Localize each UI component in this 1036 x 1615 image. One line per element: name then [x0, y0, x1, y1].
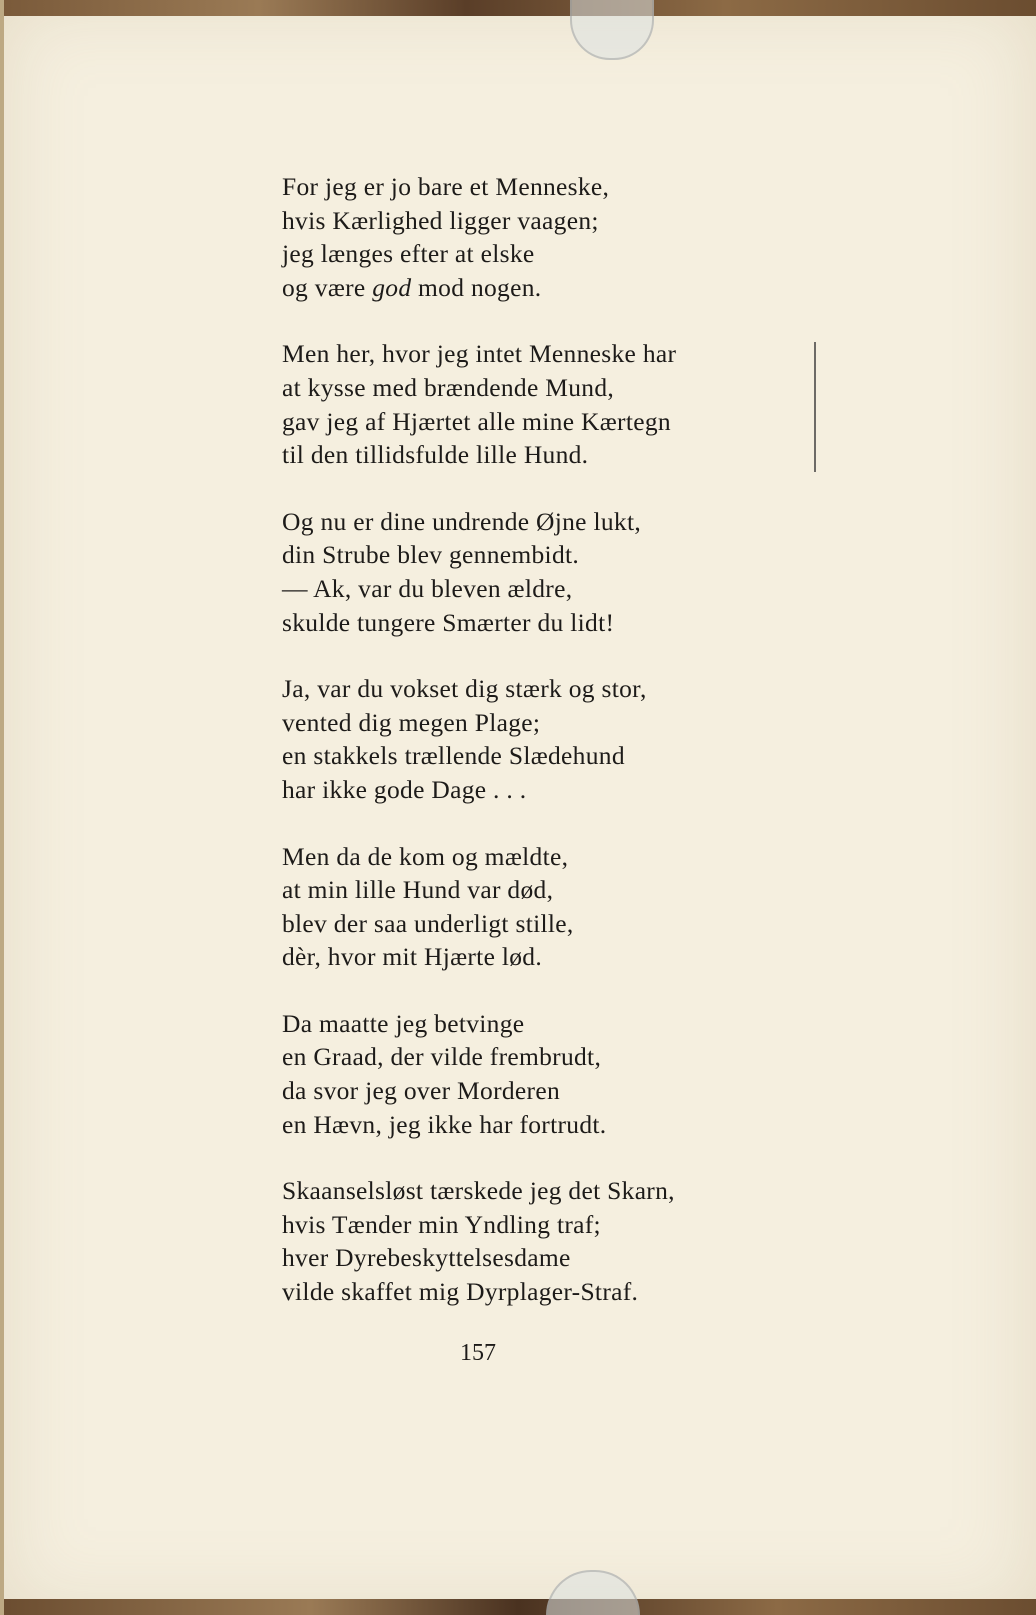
poem-line: hver Dyrebeskyttelsesdame	[282, 1243, 571, 1273]
poem-line: da svor jeg over Morderen	[282, 1076, 560, 1106]
poem-line: til den tillidsfulde lille Hund.	[282, 440, 589, 470]
poem-line: Skaanselsløst tærskede jeg det Skarn,	[282, 1176, 675, 1206]
poem-line: Men her, hvor jeg intet Menneske har	[282, 339, 677, 369]
poem-line: jeg længes efter at elske	[282, 239, 535, 269]
page-bottom-edge	[0, 1599, 1036, 1615]
poem-line: har ikke gode Dage . . .	[282, 774, 527, 804]
poem-line: din Strube blev gennembidt.	[282, 540, 580, 570]
poem	[282, 170, 676, 1342]
poem-line: dèr, hvor mit Hjærte lød.	[282, 942, 543, 972]
poem-line: skulde tungere Smærter du lidt!	[282, 607, 615, 637]
poem-line: Ja, var du vokset dig stærk og stor,	[282, 674, 647, 704]
top-clip-icon	[570, 0, 654, 60]
page-top-edge	[0, 0, 1036, 16]
stanza	[282, 170, 676, 304]
poem-line: — Ak, var du bleven ældre,	[282, 573, 573, 603]
poem-line: at kysse med brændende Mund,	[282, 372, 615, 402]
poem-line: hvis Kærlighed ligger vaagen;	[282, 205, 599, 235]
margin-mark	[814, 342, 816, 472]
stanza	[282, 1007, 676, 1141]
stanza	[282, 1174, 676, 1308]
poem-line: en Graad, der vilde frembrudt,	[282, 1042, 602, 1072]
poem-line: gav jeg af Hjærtet alle mine Kærtegn	[282, 406, 671, 436]
line-text: mod nogen.	[411, 272, 542, 302]
stanza	[282, 505, 676, 639]
bottom-clip-icon	[546, 1570, 640, 1615]
stanza	[282, 337, 676, 471]
poem-line: vented dig megen Plage;	[282, 707, 541, 737]
poem-line: hvis Tænder min Yndling traf;	[282, 1209, 601, 1239]
page-left-edge	[0, 0, 4, 1615]
poem-line: vilde skaffet mig Dyrplager-Straf.	[282, 1277, 639, 1307]
poem-line: en Hævn, jeg ikke har fortrudt.	[282, 1109, 607, 1139]
page-number: 157	[460, 1340, 496, 1366]
poem-line: Da maatte jeg betvinge	[282, 1008, 525, 1038]
poem-line: blev der saa underligt stille,	[282, 908, 574, 938]
poem-line: Men da de kom og mældte,	[282, 841, 569, 871]
poem-line	[282, 271, 676, 305]
poem-line: Og nu er dine undrende Øjne lukt,	[282, 506, 642, 536]
poem-line: at min lille Hund var død,	[282, 875, 554, 905]
italic-word: god	[372, 272, 412, 302]
stanza	[282, 672, 676, 806]
poem-line: For jeg er jo bare et Menneske,	[282, 172, 610, 201]
stanza	[282, 840, 676, 974]
poem-line: en stakkels trællende Slædehund	[282, 741, 625, 771]
line-text: og være	[282, 272, 373, 302]
